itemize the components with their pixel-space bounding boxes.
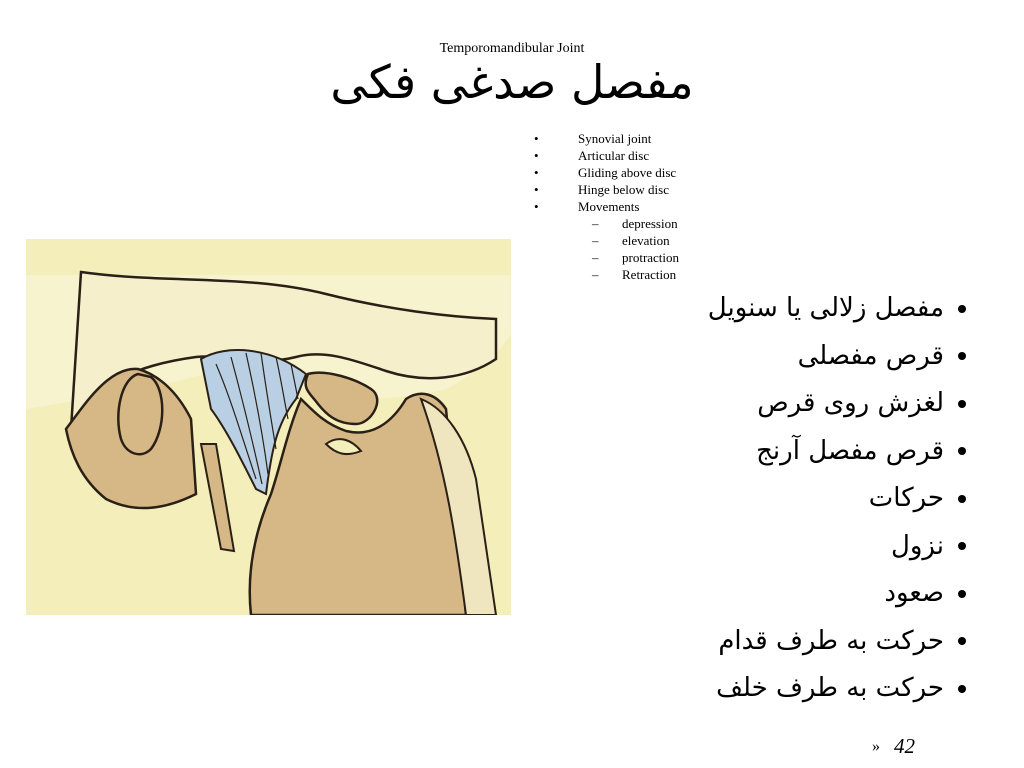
persian-bullet-item [546, 285, 966, 333]
english-bullet-label: Hinge below disc [578, 182, 669, 197]
persian-bullet-label: صعود [884, 578, 944, 608]
slide-title-persian: مفصل صدغی فکی [330, 55, 694, 109]
dash-marker: – [592, 250, 599, 265]
movement-subitem-label: depression [622, 216, 678, 231]
bullet-dot [958, 685, 966, 693]
bullet-dot [958, 447, 966, 455]
dash-marker: – [592, 267, 599, 282]
english-bullet-list [534, 130, 814, 283]
persian-bullet-item [546, 665, 966, 713]
persian-bullet-item [546, 428, 966, 476]
page-number: 42 [894, 734, 915, 758]
bullet-dot [958, 542, 966, 550]
persian-bullet-label: مفصل زلالی یا سنویل [707, 293, 944, 323]
english-bullet-label: Synovial joint [578, 131, 652, 146]
bullet-marker: • [534, 182, 539, 197]
movement-subitem [534, 249, 814, 266]
tmj-anatomy-illustration [26, 239, 511, 615]
movement-subitem-label: Retraction [622, 267, 677, 282]
english-bullet-item [534, 164, 814, 181]
persian-bullet-item [546, 570, 966, 618]
bullet-marker: • [534, 148, 539, 163]
persian-bullet-label: حرکت به طرف خلف [716, 673, 944, 703]
persian-bullet-label: حرکت به طرف قدام [718, 625, 944, 656]
english-bullet-item [534, 181, 814, 198]
persian-bullet-item [546, 333, 966, 381]
bullet-marker: • [534, 165, 539, 180]
movement-subitem-label: protraction [622, 250, 680, 265]
movement-subitem [534, 215, 814, 232]
english-bullet-label: Articular disc [578, 148, 650, 163]
persian-bullet-label: قرص مفصلی [797, 340, 944, 371]
persian-bullet-item [546, 475, 966, 523]
bullet-dot [958, 637, 966, 645]
english-bullet-item [534, 147, 814, 164]
persian-bullet-item [546, 618, 966, 666]
bullet-marker: • [534, 199, 539, 214]
persian-bullet-item [546, 380, 966, 428]
english-bullet-label: Gliding above disc [578, 165, 677, 180]
persian-bullet-label: نزول [890, 530, 944, 561]
dash-marker: – [592, 233, 599, 248]
slide-subtitle-english: Temporomandibular Joint [439, 41, 585, 56]
dash-marker: – [592, 216, 599, 231]
movement-subitem-label: elevation [622, 233, 670, 248]
persian-bullet-list [546, 285, 966, 713]
next-slide-link[interactable]: » [872, 738, 880, 755]
persian-bullet-label: حرکات [868, 483, 944, 513]
bullet-dot [958, 352, 966, 360]
persian-bullet-label: قرص مفصل آرنج [756, 435, 944, 466]
movement-subitem [534, 266, 814, 283]
bullet-marker: • [534, 131, 539, 146]
bullet-dot [958, 590, 966, 598]
ear-canal [118, 374, 162, 454]
persian-bullet-item [546, 523, 966, 571]
english-bullet-label: Movements [578, 199, 640, 214]
bullet-dot [958, 400, 966, 408]
movement-subitem [534, 232, 814, 249]
english-bullet-item [534, 130, 814, 147]
bullet-dot [958, 495, 966, 503]
slide-footer [872, 734, 952, 759]
bullet-dot [958, 305, 966, 313]
english-bullet-item [534, 198, 814, 215]
persian-bullet-label: لغزش روی قرص [757, 388, 944, 418]
